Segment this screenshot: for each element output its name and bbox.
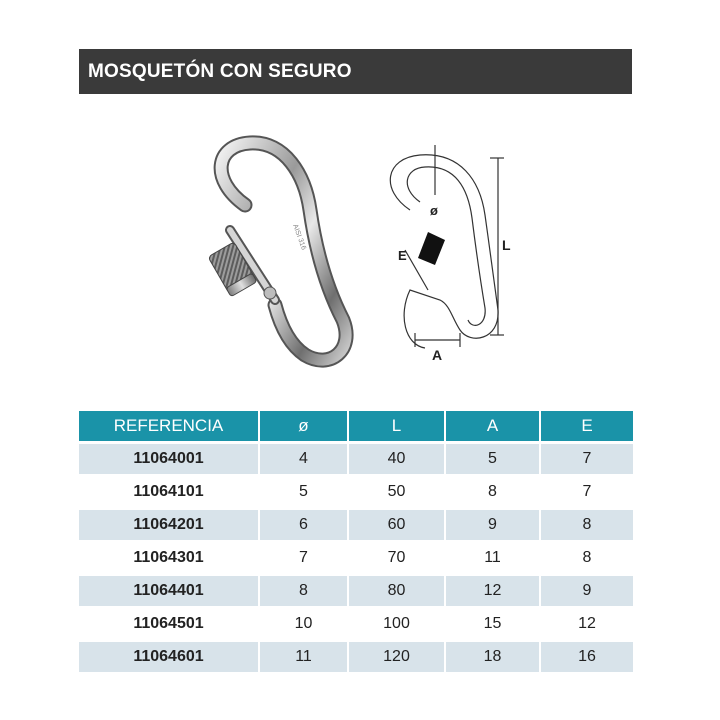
cell-gate: 8 [539,507,633,540]
header-diameter: ø [258,411,347,441]
cell-diameter: 8 [258,573,347,606]
cell-diameter: 5 [258,474,347,507]
cell-gate: 12 [539,606,633,639]
cell-opening: 8 [444,474,539,507]
table-row [79,507,633,540]
specs-table [79,411,633,672]
cell-gate: 7 [539,441,633,474]
table-row [79,639,633,672]
header-length: L [347,411,444,441]
cell-gate: 7 [539,474,633,507]
carabiner-photo [175,135,365,370]
table-row [79,441,633,474]
cell-opening: 12 [444,573,539,606]
cell-reference: 11064401 [79,573,258,606]
cell-length: 60 [347,507,444,540]
cell-length: 70 [347,540,444,573]
label-length: L [502,237,511,253]
header-opening: A [444,411,539,441]
cell-diameter: 11 [258,639,347,672]
table-header-row [79,411,633,441]
cell-length: 40 [347,441,444,474]
label-gate: E [398,248,407,263]
cell-diameter: 6 [258,507,347,540]
cell-length: 50 [347,474,444,507]
cell-reference: 11064201 [79,507,258,540]
label-diameter: ø [430,203,438,218]
cell-reference: 11064001 [79,441,258,474]
table-row [79,474,633,507]
cell-reference: 11064101 [79,474,258,507]
cell-length: 100 [347,606,444,639]
page-title [79,49,632,94]
cell-reference: 11064301 [79,540,258,573]
label-opening: A [432,347,443,363]
title-text: MOSQUETÓN CON SEGURO [88,60,352,82]
table-row [79,540,633,573]
cell-opening: 18 [444,639,539,672]
cell-length: 80 [347,573,444,606]
cell-opening: 11 [444,540,539,573]
cell-length: 120 [347,639,444,672]
cell-opening: 5 [444,441,539,474]
table-row [79,606,633,639]
cell-gate: 8 [539,540,633,573]
svg-text:AISI 316: AISI 316 [291,223,307,251]
cell-reference: 11064501 [79,606,258,639]
table-row [79,573,633,606]
cell-opening: 15 [444,606,539,639]
cell-reference: 11064601 [79,639,258,672]
header-gate: E [539,411,633,441]
cell-gate: 9 [539,573,633,606]
cell-gate: 16 [539,639,633,672]
cell-diameter: 7 [258,540,347,573]
cell-diameter: 10 [258,606,347,639]
dimension-drawing [380,140,520,370]
cell-opening: 9 [444,507,539,540]
header-referencia: REFERENCIA [79,411,258,441]
cell-diameter: 4 [258,441,347,474]
